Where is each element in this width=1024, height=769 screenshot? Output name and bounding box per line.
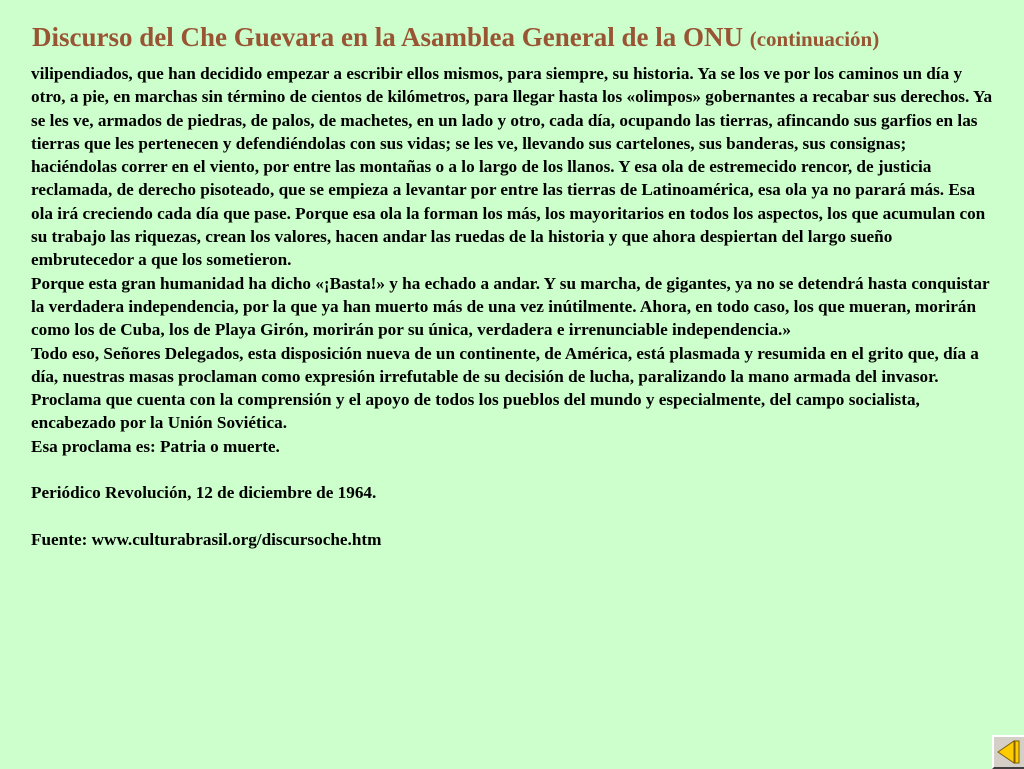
speech-paragraph-4: Esa proclama es: Patria o muerte. xyxy=(31,436,280,456)
last-slide-button[interactable] xyxy=(992,735,1024,769)
spacer xyxy=(31,458,996,481)
speech-paragraph-2: Porque esta gran humanidad ha dicho «¡Basta!» y ha echado a andar. Y su marcha, de gigantes, ya no se detendrá hasta conquistar la verdadera independencia, por la que ya han muerto más de una vez inútilmente. Ahora, en todo caso, los que mueran, morirán como los de Cuba, los de Playa Girón, morirán por su única, verdadera e irrenunciable independencia.» xyxy=(31,273,990,340)
last-slide-icon xyxy=(994,737,1024,767)
slide-title-main: Discurso del Che Guevara en la Asamblea General de la ONU xyxy=(32,22,743,52)
speech-body xyxy=(31,62,996,551)
source-url: Fuente: www.culturabrasil.org/discursoche.htm xyxy=(31,529,382,549)
spacer xyxy=(31,505,996,528)
speech-paragraph-1: vilipendiados, que han decidido empezar a escribir ellos mismos, para siempre, su historia. Ya se los ve por los caminos un día y otro, a pie, en marchas sin término de cientos de kilómetros, para llegar hasta los «olimpos» gobernantes a recabar sus derechos. Ya se les ve, armados de piedras, de palos, de machetes, en un lado y otro, cada día, ocupando las tierras, afincando sus garfios en las tierras que les pertenecen y defendiéndolas con sus vidas; se les ve, llevando sus cartelones, sus banderas, sus consignas; haciéndolas correr en el viento, por entre las montañas o a lo largo de los llanos. Y esa ola de estremecido rencor, de justicia reclamada, de derecho pisoteado, que se empieza a levantar por entre las tierras de Latinoamérica, esa ola ya no parará más. Esa ola irá creciendo cada día que pase. Porque esa ola la forman los más, los mayoritarios en todos los aspectos, los que acumulan con su trabajo las riquezas, crean los valores, hacen andar las ruedas de la historia y que ahora despiertan del largo sueño embrutecedor a que los sometieron. xyxy=(31,64,993,270)
slide-title-continuation: (continuación) xyxy=(749,27,880,51)
slide-title xyxy=(32,22,879,53)
source-date: Periódico Revolución, 12 de diciembre de 1964. xyxy=(31,483,377,503)
speech-paragraph-3: Todo eso, Señores Delegados, esta disposición nueva de un continente, de América, está plasmada y resumida en el grito que, día a día, nuestras masas proclaman como expresión irrefutable de su decisión de lucha, paralizando la mano armada del invasor. Proclama que cuenta con la comprensión y el apoyo de todos los pueblos del mundo y especialmente, del campo socialista, encabezado por la Unión Soviética. xyxy=(31,343,979,433)
